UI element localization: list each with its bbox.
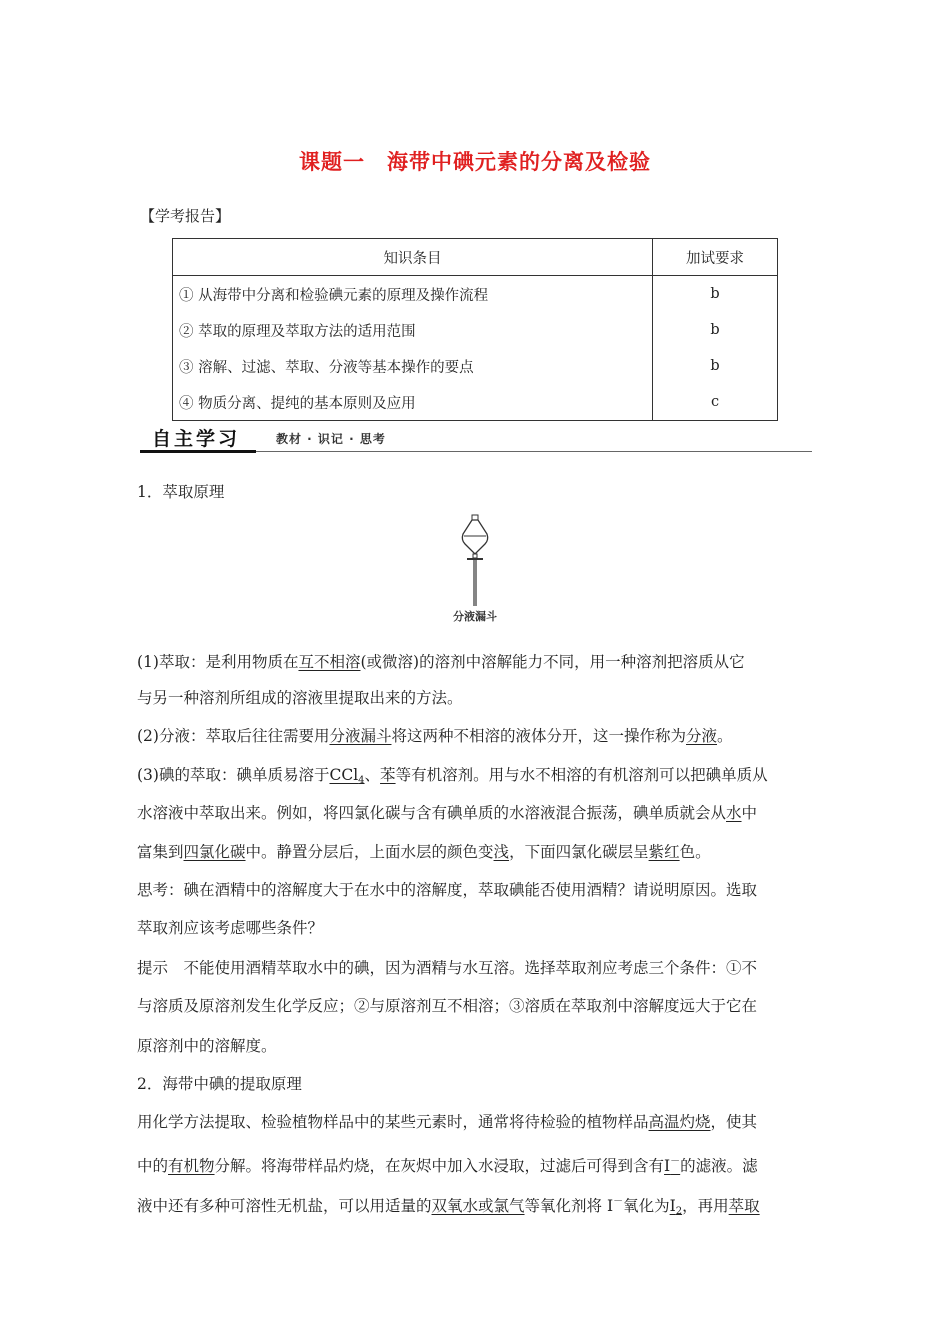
row-level: c [653,384,778,421]
answer-blank: 紫红 [648,843,680,861]
paragraph-iodine-principle-end: 液中还有多种可溶性无机盐，可以用适量的双氧水或氯气等氧化剂将 I－氧化为$I_2$，再用萃取 [137,1196,760,1217]
table-row [173,384,778,421]
think-question-cont: 萃取剂应该考虑哪些条件？ [137,919,324,937]
header-requirement: 加试要求 [653,239,778,276]
header-knowledge: 知识条目 [173,239,653,276]
page-title: 课题一 海带中碘元素的分离及检验 [299,150,651,174]
section-title: 自主学习 [152,428,241,450]
section-underline-thick [140,450,256,453]
section-subtitle: 教材 · 识记 · 思考 [276,432,386,446]
answer-blank: 有机物 [168,1157,215,1175]
paragraph-separation: (2)分液：萃取后往往需要用分液漏斗将这两种不相溶的液体分开，这一操作称为分液。 [137,727,733,745]
report-label: 【学考报告】 [140,207,231,225]
hint-answer: 提示 不能使用酒精萃取水中的碘，因为酒精与水互溶。选择萃取剂应考虑三个条件：①不 [137,959,758,977]
paragraph-extraction-def-cont: 与另一种溶剂所组成的溶液里提取出来的方法。 [137,689,463,707]
paragraph-iodine-extraction: (3)碘的萃取：碘单质易溶于CCl$_4$、苯等有机溶剂。用与水不相溶的有机溶剂可以把碘单质从 [137,766,768,786]
row-level: b [653,276,778,313]
hint-answer-end: 原溶剂中的溶解度。 [137,1037,277,1055]
paragraph-iodine-extraction-end: 富集到四氯化碳中。静置分层后，上面水层的颜色变浅，下面四氯化碳层呈紫红色。 [137,843,711,861]
paragraph-iodine-principle: 用化学方法提取、检验植物样品中的某些元素时，通常将待检验的植物样品高温灼烧，使其 [137,1113,758,1131]
row-item: ④ 物质分离、提纯的基本原则及应用 [173,384,653,421]
answer-blank: I－ [664,1156,681,1175]
answer-blank: CCl$_4$ [329,766,365,786]
hint-answer-cont: 与溶质及原溶剂发生化学反应；②与原溶剂互不相溶；③溶质在萃取剂中溶解度远大于它在 [137,997,758,1015]
section-header [140,424,812,454]
answer-blank: 互不相溶 [298,653,361,671]
answer-blank: 分液 [686,727,718,745]
answer-blank: 四氯化碳 [183,843,246,861]
row-level: b [653,348,778,384]
row-item: ③ 溶解、过滤、萃取、分液等基本操作的要点 [173,348,653,384]
table-row [173,348,778,384]
requirements-table [172,238,778,421]
table-row [173,312,778,348]
think-question: 思考：碘在酒精中的溶解度大于在水中的溶解度，萃取碘能否使用酒精？请说明原因。选取 [137,881,758,899]
paragraph-iodine-extraction-cont: 水溶液中萃取出来。例如，将四氯化碳与含有碘单质的水溶液混合振荡，碘单质就会从水中 [137,804,758,822]
separatory-funnel-figure [455,514,495,608]
figure-caption: 分液漏斗 [453,610,497,623]
table-header-row [173,239,778,276]
row-item: ① 从海带中分离和检验碘元素的原理及操作流程 [173,276,653,313]
heading-iodine-principle: 2．海带中碘的提取原理 [137,1075,302,1093]
paragraph-extraction-def: (1)萃取：是利用物质在互不相溶(或微溶)的溶剂中溶解能力不同，用一种溶剂把溶质从它 [137,653,745,671]
answer-blank: 水 [726,804,742,822]
answer-blank: $I_2$ [669,1197,683,1217]
answer-blank: 浅 [493,843,510,861]
answer-blank: 双氧水或氯气 [431,1197,525,1215]
answer-blank: 萃取 [728,1197,760,1215]
section-underline-thin [256,451,812,452]
row-item: ② 萃取的原理及萃取方法的适用范围 [173,312,653,348]
answer-blank: 分液漏斗 [329,727,392,745]
paragraph-iodine-principle-cont: 中的有机物分解。将海带样品灼烧，在灰烬中加入水浸取，过滤后可得到含有I－的滤液。滤 [137,1156,758,1175]
table-row [173,276,778,313]
row-level: b [653,312,778,348]
heading-extraction-principle: 1．萃取原理 [137,483,225,501]
answer-blank: 高温灼烧 [648,1113,711,1131]
answer-blank: 苯 [380,766,396,784]
